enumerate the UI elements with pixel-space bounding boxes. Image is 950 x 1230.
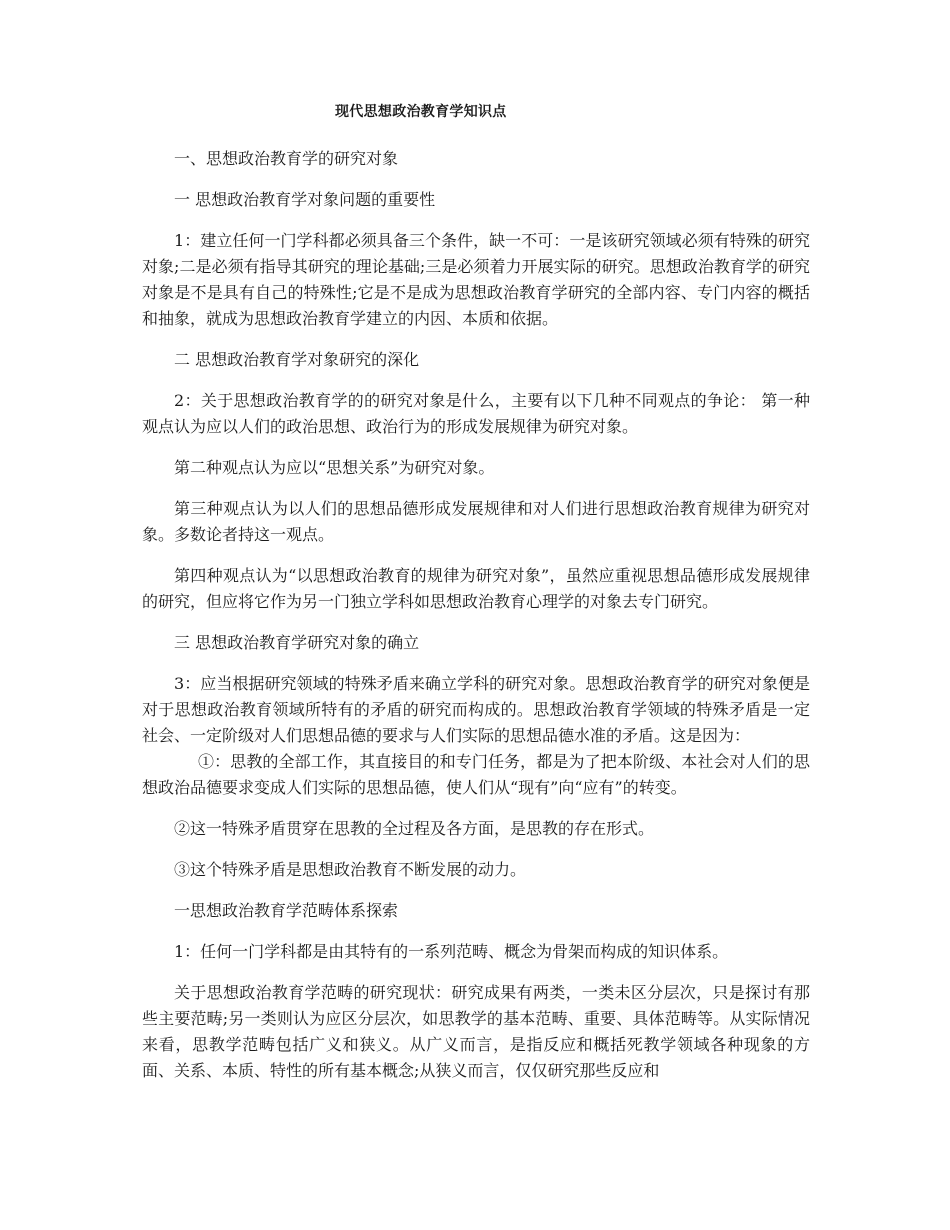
list-item: ②这一特殊矛盾贯穿在思教的全过程及各方面，是思教的存在形式。 [174,819,655,838]
subsection-heading: 一 思想政治教育学对象问题的重要性 [174,190,436,209]
paragraph: 2：关于思想政治教育学的的研究对象是什么，主要有以下几种不同观点的争论： 第一种观点认为应以人们的政治思想、政治行为的形成发展规律为研究对象。 [142,391,810,436]
subsection-heading: 二 思想政治教育学对象研究的深化 [174,350,420,369]
paragraph: 第三种观点认为以人们的思想品德形成发展规律和对人们进行思想政治教育规律为研究对象。多数论者持这一观点。 [142,499,810,544]
list-item: ③这个特殊矛盾是思想政治教育不断发展的动力。 [174,860,527,879]
paragraph: 关于思想政治教育学范畴的研究现状：研究成果有两类，一类未区分层次，只是探讨有那些主要范畴;另一类则认为应区分层次，如思教学的基本范畴、重要、具体范畴等。从实际情况来看，思教学范畴包括广义和狭义。从广义而言，是指反应和概括死教学领域各种现象的方面、关系、本质、特性的所有基本概念;从狭义而言，仅仅研究那些反应和 [142,983,810,1080]
section-heading: 一思想政治教育学范畴体系探索 [174,901,399,920]
paragraph: 1：任何一门学科都是由其特有的一系列范畴、概念为骨架而构成的知识体系。 [174,942,729,961]
subsection-heading: 三 思想政治教育学研究对象的确立 [174,633,420,652]
document-title: 现代思想政治教育学知识点 [335,104,507,120]
paragraph: 1：建立任何一门学科都必须具备三个条件，缺一不可：一是该研究领域必须有特殊的研究对象;二是必须有指导其研究的理论基础;三是必须着力开展实际的研究。思想政治教育学的研究对象是不是具有自己的特殊性;它是不是成为思想政治教育学研究的全部内容、专门内容的概括和抽象，就成为思想政治教育学建立的内因、本质和依据。 [142,231,810,328]
paragraph: 3：应当根据研究领域的特殊矛盾来确立学科的研究对象。思想政治教育学的研究对象便是对于思想政治教育领域所特有的矛盾的研究而构成的。思想政治教育学领域的特殊矛盾是一定社会、一定阶级对人们思想品德的要求与人们实际的思想品德水准的矛盾。这是因为： [142,674,810,745]
paragraph: 第二种观点认为应以“思想关系”为研究对象。 [174,458,495,477]
paragraph: 第四种观点认为“以思想政治教育的规律为研究对象”，虽然应重视思想品德形成发展规律的研究，但应将它作为另一门独立学科如思想政治教育心理学的对象去专门研究。 [142,566,810,611]
document-body [142,146,810,1099]
section-heading: 一、思想政治教育学的研究对象 [174,149,399,168]
list-item: ①：思教的全部工作，其直接目的和专门任务，都是为了把本阶级、本社会对人们的思想政治品德要求变成人们实际的思想品德，使人们从“现有”向“应有”的转变。 [142,752,810,797]
